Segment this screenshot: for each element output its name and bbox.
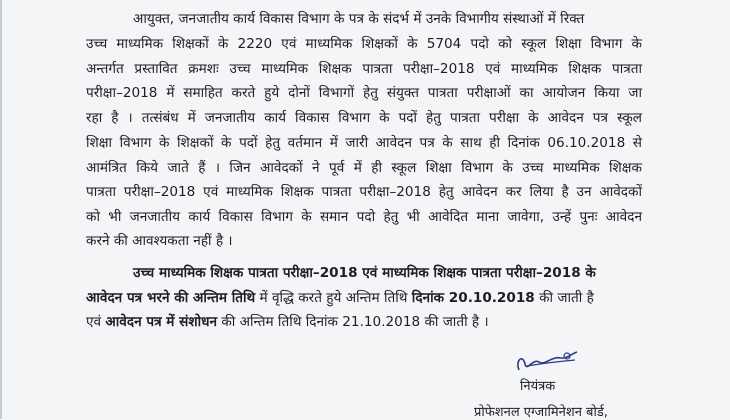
- paragraph1-line: आमंत्रित किये जाते हैं । जिन आवेदकों ने पूर्व में ही स्कूल शिक्षा विभाग के उच्च माध्यमिक शिक्षक: [86, 160, 642, 176]
- paragraph2-line1: उच्च माध्यमिक शिक्षक पात्रता परीक्षा–2018 एवं माध्यमिक शिक्षक पात्रता परीक्षा–2018 के: [133, 265, 596, 281]
- paragraph1-line: को भी जनजातीय कार्य विकास विभाग के समान पदो हेतु भी आवेदित माना जावेगा, उन्हें पुनः आवेदन: [86, 209, 642, 225]
- paragraph1-line: रहा है । तत्संबंध में जनजातीय कार्य विकास विभाग के पदों हेतु पात्रता परीक्षा के आवेदन पत्र स्कूल: [86, 110, 642, 126]
- paragraph1-line: आयुक्त, जनजातीय कार्य विकास विभाग के पत्र के संदर्भ में उनके विभागीय संस्थाओं में रिक्त: [133, 11, 585, 27]
- paragraph1-line: उच्च माध्यमिक शिक्षकों के 2220 एवं माध्यमिक शिक्षकों के 5704 पदो को स्कूल शिक्षा विभाग के: [86, 36, 642, 52]
- signatory-title: नियंत्रक: [520, 379, 556, 394]
- paragraph1-line: परीक्षा–2018 में समाहित करते हुये दोनों विभागों हेतु संयुक्त पात्रता परीक्षाओं का आयोजन किया जा: [86, 85, 642, 101]
- paragraph2-line3: [86, 313, 489, 331]
- signature-icon: [505, 348, 585, 378]
- deadline-phrase: आवेदन पत्र भरने की अन्तिम तिथि: [86, 290, 256, 306]
- page-edge: [0, 0, 2, 419]
- paragraph1-line: पात्रता परीक्षा–2018 एवं माध्यमिक शिक्षक पात्रता परीक्षा–2018 हेतु आवेदन कर लिया है उन आवेदकों: [86, 184, 642, 200]
- paragraph1-line: अन्तर्गत प्रस्तावित क्रमशः उच्च माध्यमिक शिक्षक पात्रता परीक्षा–2018 एवं माध्यमिक शिक्षक पात्रता: [86, 61, 642, 77]
- correction-phrase: आवेदन पत्र में संशोधन: [105, 314, 218, 330]
- paragraph2-line2: [86, 289, 594, 307]
- signatory-organization: प्रोफेशनल एग्जामिनेशन बोर्ड,: [474, 405, 608, 420]
- paragraph1-line: करने की आवश्यकता नहीं है ।: [86, 233, 233, 249]
- paragraph1-line: शिक्षा विभाग के शिक्षकों के पदों हेतु वर्तमान में जारी आवेदन पत्र के साथ ही दिनांक 06.10.2018 से: [86, 135, 642, 151]
- deadline-date: दिनांक 20.10.2018: [411, 290, 535, 306]
- correction-start: एवं: [86, 314, 106, 330]
- deadline-text: में वृद्धि करते हुये अन्तिम तिथि: [255, 290, 412, 306]
- deadline-end: की जाती है: [534, 290, 594, 306]
- correction-text: की अन्तिम तिथि दिनांक 21.10.2018 की जाती है ।: [217, 314, 489, 330]
